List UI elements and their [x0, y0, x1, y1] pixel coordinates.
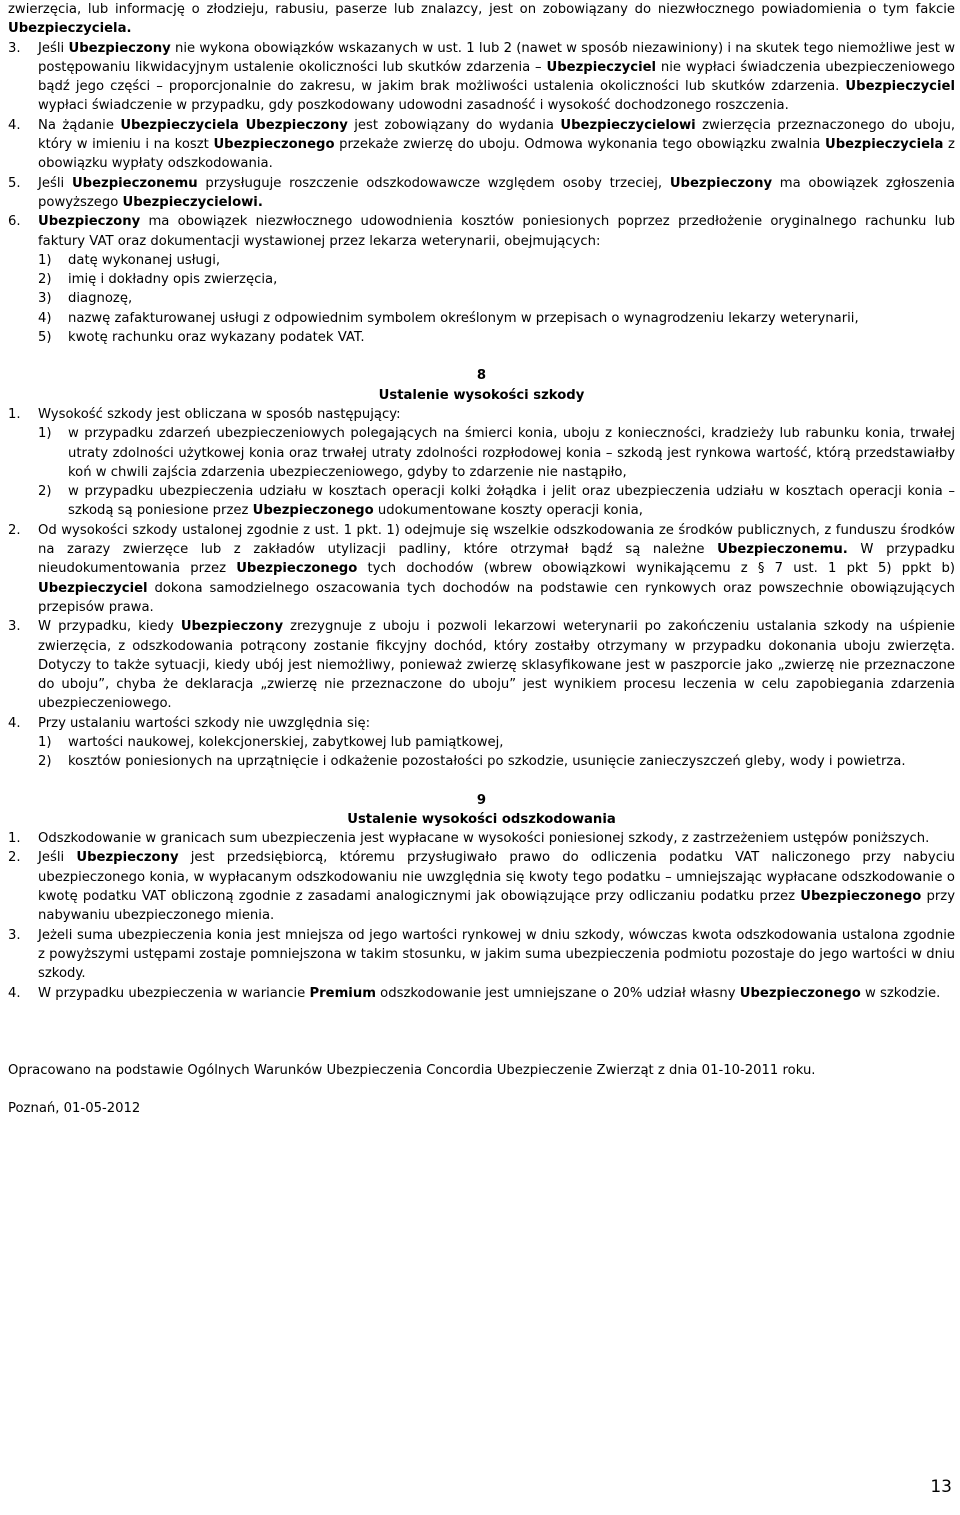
- item-number: 3.: [8, 40, 21, 56]
- s9-paragraph-4: [8, 984, 955, 1003]
- item-body: Przy ustalaniu wartości szkody nie uwzględnia się: 1) wartości naukowej, kolekcjonerskiej, zabytkowej lub pamiątkowej, 2) kosztów poniesionych na uprzątnięcie i odkażenie pozostałości po szkodzie, usunięcie zanieczyszczeń gleby, wody i powietrza.: [38, 714, 955, 772]
- intro-bold: Ubezpieczyciela.: [8, 21, 132, 37]
- intro-text: zwierzęcia, lub informację o złodzieju, rabusiu, paserze lub znalazcy, jest on zobowiązany do niezwłocznego powiadomienia o tym fakcie: [8, 2, 955, 17]
- item-number: 3.: [8, 927, 21, 943]
- list-item: 1) wartości naukowej, kolekcjonerskiej, zabytkowej lub pamiątkowej,: [38, 734, 504, 750]
- item-number: 4.: [8, 715, 21, 731]
- s8-paragraph-2: [8, 521, 955, 617]
- list-item: 2) kosztów poniesionych na uprzątnięcie i odkażenie pozostałości po szkodzie, usunięcie zanieczyszczeń gleby, wody i powietrza.: [38, 754, 906, 770]
- item-number: 5.: [8, 175, 21, 191]
- s8-paragraph-1: [8, 405, 955, 521]
- section-8-title: Ustalenie wysokości szkody: [378, 387, 585, 403]
- list-item: 1) datę wykonanej usługi,: [38, 252, 221, 268]
- s9-paragraph-3: [8, 926, 955, 984]
- item-number: 2.: [8, 522, 21, 538]
- list-item: 1) w przypadku zdarzeń ubezpieczeniowych polegających na śmierci konia, uboju z konieczności, kradzieży lub rabunku konia, trwałej utraty zdolności użytkowej konia oraz trwałej utraty zdolności rozpłodowej konia – szkodą jest rynkowa wartość, którą przedstawiałby koń w chwili zajścia zdarzenia ubezpieczeniowego, gdyby to zdarzenie nie nastąpiło,: [38, 426, 955, 480]
- s9-paragraph-1: [8, 829, 955, 848]
- item-number: 3.: [8, 619, 21, 635]
- item-body: W przypadku ubezpieczenia w wariancie Premium odszkodowanie jest umniejszane o 20% udział własny Ubezpieczonego w szkodzie.: [38, 985, 941, 1001]
- item-body: Wysokość szkody jest obliczana w sposób następujący: 1) w przypadku zdarzeń ubezpieczeniowych polegających na śmierci konia, uboju z konieczności, kradzieży lub rabunku konia, trwałej utraty zdolności użytkowej konia oraz trwałej utraty zdolności rozpłodowej konia – szkodą jest rynkowa wartość, którą przedstawiałby koń w chwili zajścia zdarzenia ubezpieczeniowego, gdyby to zdarzenie nie nastąpiło, 2) w przypadku ubezpieczenia udziału w kosztach operacji kolki żołądka i jelit oraz ubezpieczenia udziału w kosztach operacji konia – szkodą są poniesione przez Ubezpieczonego udokumentowane koszty operacji konia,: [38, 405, 955, 521]
- item-number: 2.: [8, 850, 21, 866]
- place-date: Poznań, 01-05-2012: [8, 1101, 141, 1117]
- s8-paragraph-4: [8, 714, 955, 772]
- item-body: Na żądanie Ubezpieczyciela Ubezpieczony jest zobowiązany do wydania Ubezpieczycielowi zwierzęcia przeznaczonego do uboju, który w imieniu i na koszt Ubezpieczonego przekaże zwierzę do uboju. Odmowa wykonania tego obowiązku zwalnia Ubezpieczyciela z obowiązku wypłaty odszkodowania.: [38, 117, 956, 172]
- list-item: 2) imię i dokładny opis zwierzęcia,: [38, 272, 278, 288]
- item-body: Jeżeli suma ubezpieczenia konia jest mniejsza od jego wartości rynkowej w dniu szkody, wówczas kwota odszkodowania ustalona zgodnie z powyższymi ustępami zostaje pomniejszona w takim stosunku, w jakim suma ubezpieczenia podmiotu pozostaje do jego wartości w dniu szkody.: [38, 927, 955, 982]
- intro-paragraph: [8, 0, 955, 39]
- item-body: Ubezpieczony ma obowiązek niezwłocznego udowodnienia kosztów poniesionych poprzez przedłożenie oryginalnego rachunku lub faktury VAT oraz dokumentacji wystawionej przez lekarza weterynarii, obejmujących: 1) datę wykonanej usługi, 2) imię i dokładny opis zwierzęcia, 3) diagnozę, 4) nazwę zafakturowanej usługi z odpowiednim symbolem określonym w przepisach o wynagrodzeniu lekarzy weterynarii, 5) kwotę rachunku oraz wykazany podatek VAT.: [38, 212, 955, 347]
- item-number: 4.: [8, 117, 21, 133]
- item-number: 1.: [8, 831, 21, 847]
- source-note: Opracowano na podstawie Ogólnych Warunków Ubezpieczenia Concordia Ubezpieczenie Zwierząt z dnia 01-10-2011 roku.: [8, 1062, 816, 1078]
- item-body: Jeśli Ubezpieczony nie wykona obowiązków wskazanych w ust. 1 lub 2 (nawet w sposób niezawiniony) i na skutek tego niemożliwe jest w postępowaniu likwidacyjnym ustalenie okoliczności lub skutków zdarzenia – Ubezpieczyciel nie wypłaci świadczenia ubezpieczeniowego bądź jego części – proporcjonalnie do zakresu, w jakim brak możliwości ustalenia okoliczności lub skutków zdarzenia. Ubezpieczyciel wypłaci świadczenie w przypadku, gdy poszkodowany udowodni zasadność i wysokość dochodzonego roszczenia.: [38, 40, 956, 114]
- item-body: Jeśli Ubezpieczonemu przysługuje roszczenie odszkodowawcze względem osoby trzeciej, Ubezpieczony ma obowiązek zgłoszenia powyższego Ubezpieczycielowi.: [38, 175, 955, 210]
- paragraph-4: [8, 116, 955, 174]
- section-9-number: 9: [476, 792, 487, 808]
- s8-paragraph-3: [8, 617, 955, 713]
- item-body: Od wysokości szkody ustalonej zgodnie z ust. 1 pkt. 1) odejmuje się wszelkie odszkodowania ze środków publicznych, z funduszu środków na zarazy zwierzęce lub z zakładów utylizacji padliny, które otrzymał bądź są należne Ubezpieczonemu. W przypadku nieudokumentowania przez Ubezpieczonego tych dochodów (wbrew obowiązkowi wynikającemu z § 7 ust. 1 pkt 5) ppkt b) Ubezpieczyciel dokona samodzielnego oszacowania tych dochodów na podstawie cen rynkowych oraz powszechnie obowiązujących przepisów prawa.: [38, 522, 956, 615]
- list-item: 2) w przypadku ubezpieczenia udziału w kosztach operacji kolki żołądka i jelit oraz ubezpieczenia udziału w kosztach operacji konia – szkodą są poniesione przez Ubezpieczonego udokumentowane koszty operacji konia,: [38, 484, 955, 519]
- list-item: 3) diagnozę,: [38, 291, 133, 307]
- item-number: 6.: [8, 214, 21, 230]
- list-item: 5) kwotę rachunku oraz wykazany podatek VAT.: [38, 330, 365, 346]
- document-page: [8, 0, 955, 1118]
- paragraph-5: [8, 174, 955, 213]
- list-item: 4) nazwę zafakturowanej usługi z odpowiednim symbolem określonym w przepisach o wynagrodzeniu lekarzy weterynarii,: [38, 310, 859, 326]
- item-body: Odszkodowanie w granicach sum ubezpieczenia jest wypłacane w wysokości poniesionej szkody, z zastrzeżeniem ustępów poniższych.: [38, 831, 930, 847]
- section-9-title: Ustalenie wysokości odszkodowania: [347, 811, 616, 827]
- item-number: 4.: [8, 985, 21, 1001]
- page-number: 13: [930, 1476, 952, 1497]
- paragraph-3: [8, 39, 955, 116]
- item-number: 1.: [8, 406, 21, 422]
- paragraph-6: [8, 212, 955, 347]
- item-body: Jeśli Ubezpieczony jest przedsiębiorcą, któremu przysługiwało prawo do odliczenia podatku VAT naliczonego przy nabyciu ubezpieczonego konia, w wypłacanym odszkodowaniu nie uwzględnia się kwoty tego podatku – umniejszając wypłacane odszkodowanie o kwotę podatku VAT obliczoną zgodnie z zasadami analogicznymi jak obowiązujące przy odliczaniu podatku przez Ubezpieczonego przy nabywaniu ubezpieczonego mienia.: [38, 850, 956, 924]
- section-8-number: 8: [476, 368, 487, 384]
- item-body: W przypadku, kiedy Ubezpieczony zrezygnuje z uboju i pozwoli lekarzowi weterynarii po zakończeniu ustalania szkody na uśpienie zwierzęcia, z odszkodowania potrącony zostanie fikcyjny dochód, który zostałby otrzymany w przypadku dokonania uboju zwierzęta. Dotyczy to także sytuacji, kiedy ubój jest niemożliwy, ponieważ zwierzę sklasyfikowane jest w paszporcie jako „zwierzę nie przeznaczone do uboju”, chyba że deklaracja „zwierzę nie przeznaczone do uboju” jest wynikiem procesu leczenia w celu zapobiegania zdarzenia ubezpieczeniowego.: [38, 619, 955, 712]
- s9-paragraph-2: [8, 848, 955, 925]
